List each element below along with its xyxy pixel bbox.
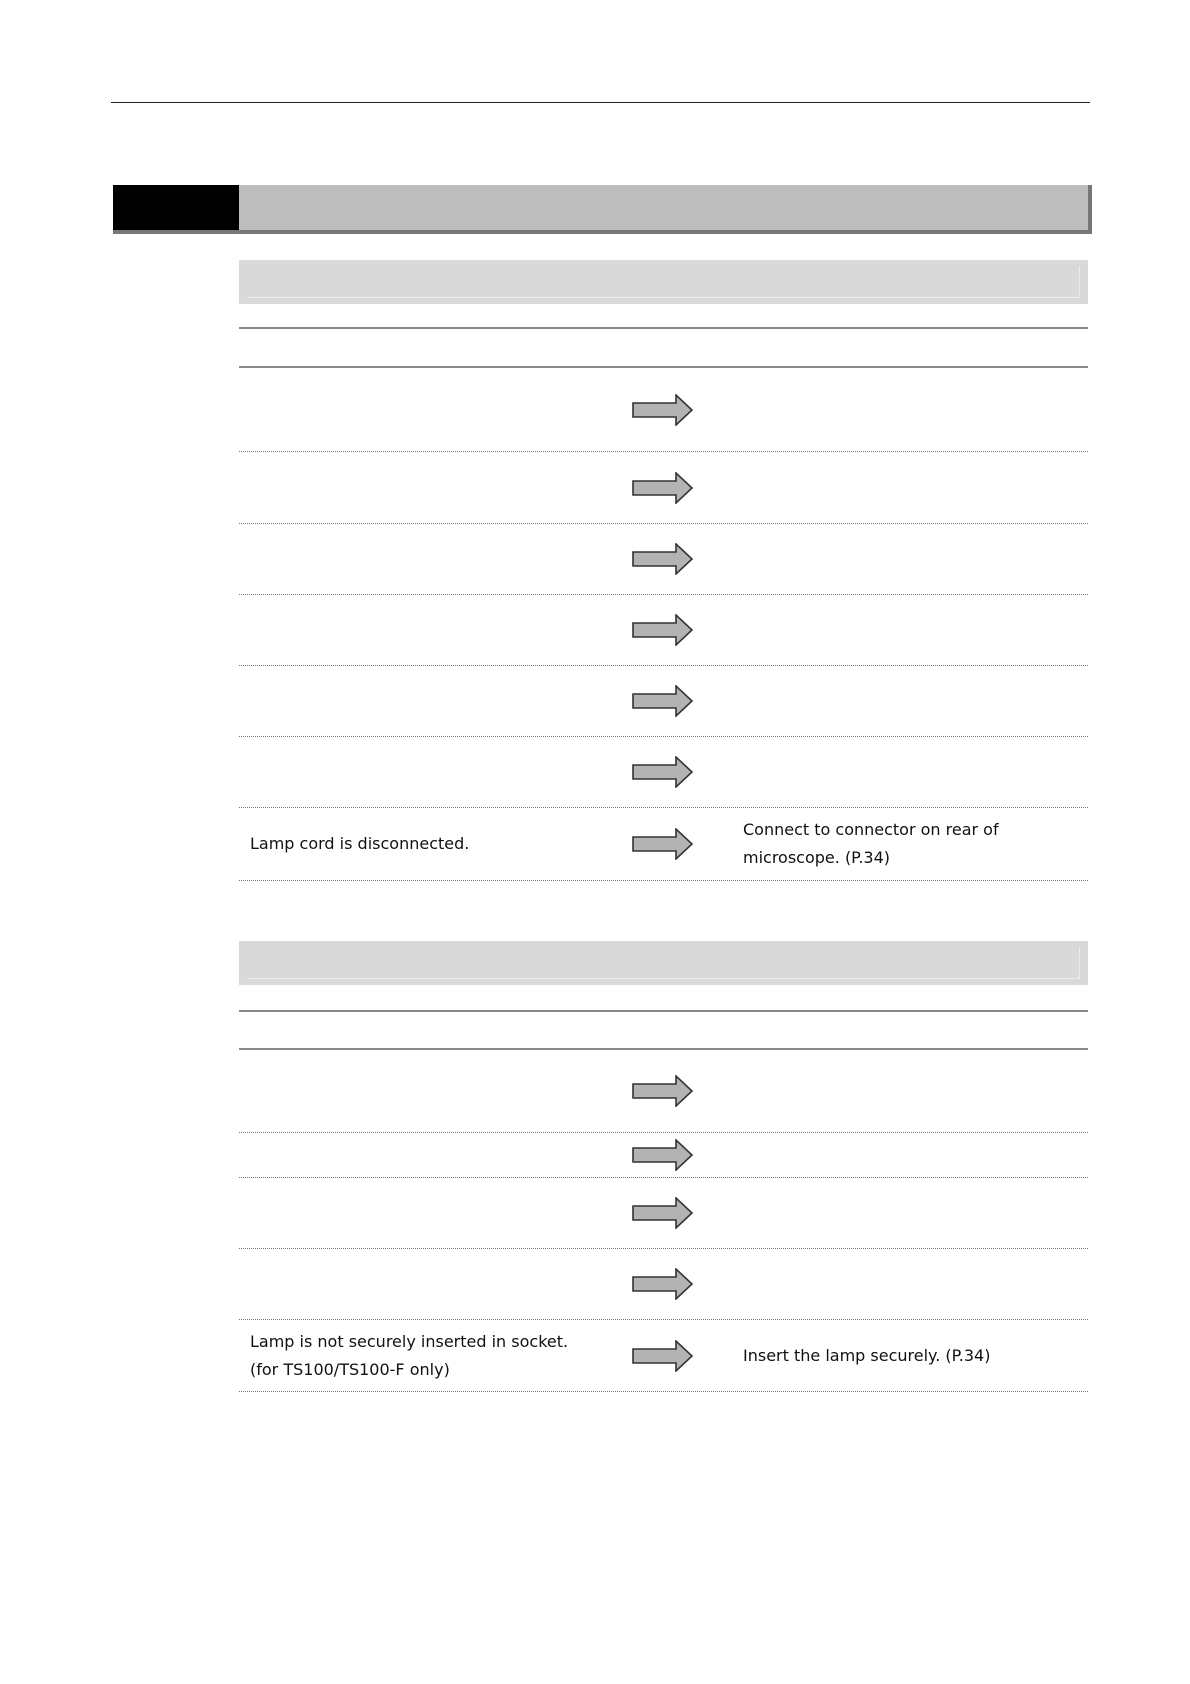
right-arrow-icon (632, 472, 694, 504)
remedy-text (743, 666, 1083, 736)
troubleshoot-row (239, 452, 1088, 524)
cause-text (250, 1249, 610, 1319)
remedy-text (743, 524, 1083, 594)
remedy-text: Connect to connector on rear of microscope. (P.34) (743, 820, 999, 867)
troubleshoot-row (239, 737, 1088, 808)
chapter-tab (113, 185, 239, 230)
troubleshoot-row (239, 595, 1088, 666)
troubleshoot-row (239, 1133, 1088, 1178)
remedy-text (743, 1050, 1083, 1132)
troubleshoot-row (239, 808, 1088, 881)
section-1-heading (239, 260, 1088, 304)
right-arrow-icon (632, 1139, 694, 1171)
remedy-text (743, 595, 1083, 665)
troubleshoot-row (239, 666, 1088, 737)
right-arrow-icon (632, 614, 694, 646)
troubleshoot-row (239, 1178, 1088, 1249)
right-arrow-icon (632, 1268, 694, 1300)
page-top-rule (111, 102, 1090, 103)
troubleshoot-row (239, 368, 1088, 452)
troubleshoot-row (239, 1320, 1088, 1392)
cause-text (250, 1133, 610, 1177)
right-arrow-icon (632, 1340, 694, 1372)
remedy-text (743, 1178, 1083, 1248)
remedy-text: Insert the lamp securely. (P.34) (743, 1345, 991, 1365)
remedy-text (743, 1133, 1083, 1177)
right-arrow-icon (632, 756, 694, 788)
chapter-header-bar (113, 185, 1092, 234)
section-2-header-top-rule (239, 1010, 1088, 1012)
section-1-header-top-rule (239, 327, 1088, 329)
cause-text (250, 737, 610, 807)
cause-text (250, 666, 610, 736)
troubleshoot-row (239, 1050, 1088, 1133)
remedy-text (743, 368, 1083, 451)
remedy-text (743, 1249, 1083, 1319)
right-arrow-icon (632, 394, 694, 426)
cause-text (250, 595, 610, 665)
right-arrow-icon (632, 1075, 694, 1107)
cause-text (250, 452, 610, 523)
section-2-heading (239, 941, 1088, 985)
cause-text: Lamp cord is disconnected. (250, 834, 470, 853)
cause-text: Lamp is not securely inserted in socket. (for TS100/TS100-F only) (250, 1331, 569, 1379)
cause-text (250, 368, 610, 451)
troubleshoot-row (239, 1249, 1088, 1320)
remedy-text (743, 452, 1083, 523)
cause-text (250, 1178, 610, 1248)
cause-text (250, 1050, 610, 1132)
right-arrow-icon (632, 685, 694, 717)
right-arrow-icon (632, 543, 694, 575)
troubleshoot-row (239, 524, 1088, 595)
right-arrow-icon (632, 828, 694, 860)
remedy-text (743, 737, 1083, 807)
right-arrow-icon (632, 1197, 694, 1229)
cause-text (250, 524, 610, 594)
